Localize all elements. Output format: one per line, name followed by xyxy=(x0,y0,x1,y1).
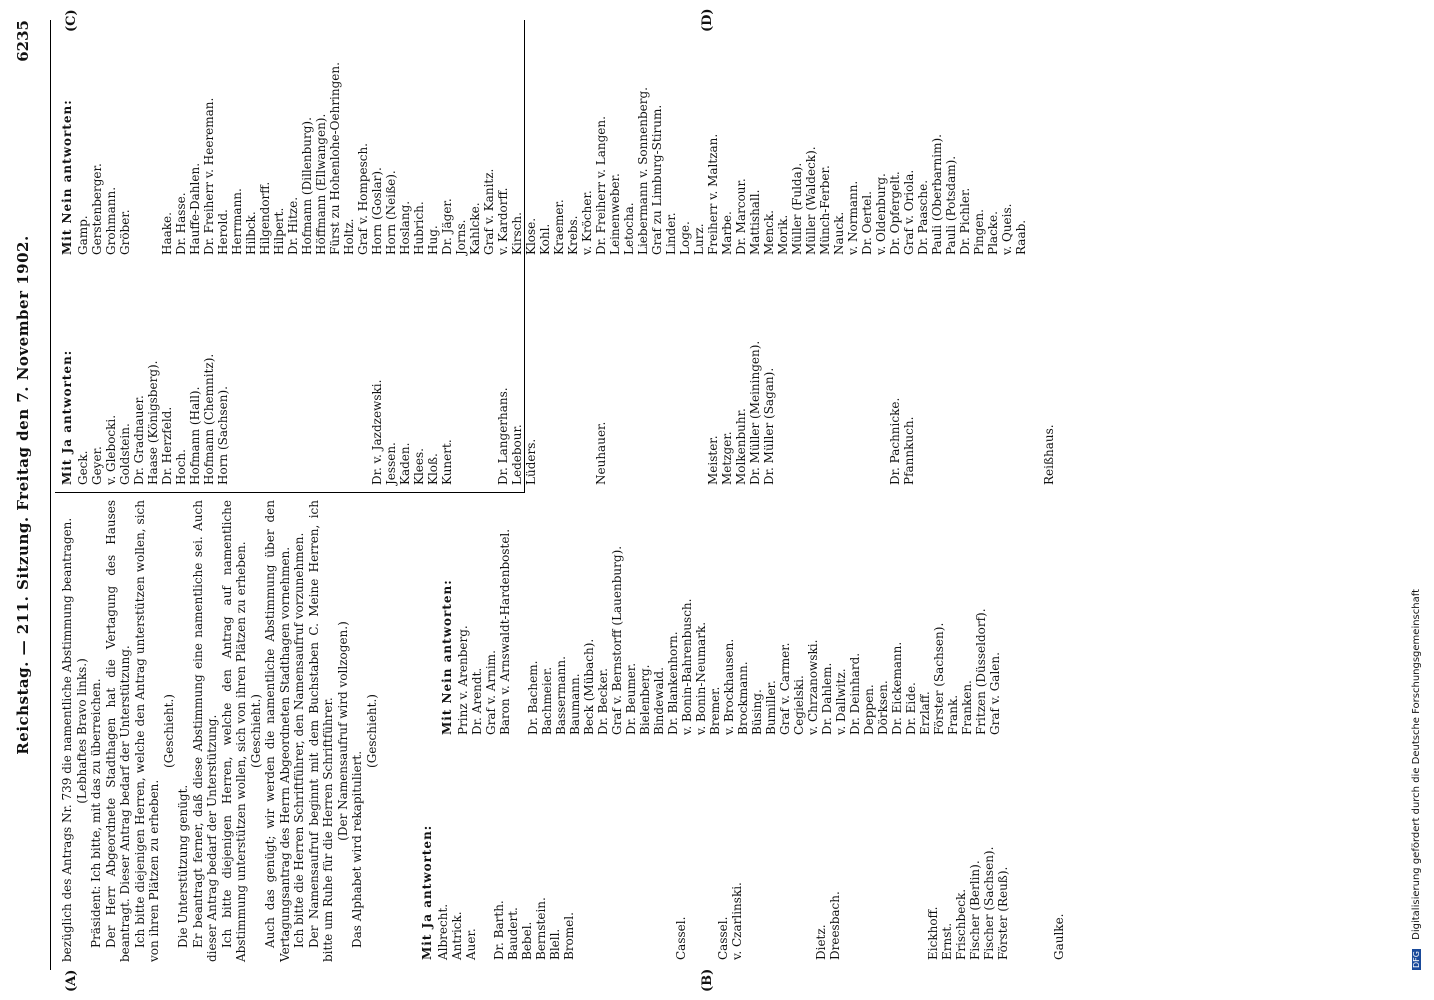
member-name xyxy=(842,740,856,960)
member-name xyxy=(608,265,622,485)
member-name: Cegielski. xyxy=(792,675,806,735)
remark: (Geschieht.) xyxy=(161,694,176,768)
member-name: Horn (Neiße). xyxy=(384,170,398,255)
member-name xyxy=(678,265,692,485)
member-name xyxy=(328,265,342,485)
member-name: Dr. Dahlem. xyxy=(820,662,834,735)
member-name xyxy=(478,740,492,960)
member-name: Ernst. xyxy=(940,922,954,960)
member-name: Jorns. xyxy=(454,219,468,255)
paragraph: Der Namensaufruf beginnt mit dem Buchstaben C. Meine Herren, ich bitte um Ruhe für die Herren Schriftführer. xyxy=(306,500,335,962)
member-name: Dr. Pachnicke. xyxy=(888,397,902,485)
member-name: Dr. Herzfeld. xyxy=(160,406,174,485)
member-name: Gaulke. xyxy=(1052,913,1066,960)
ja-heading: Mit Ja antworten: xyxy=(60,349,74,485)
member-name: Dr. Deinhard. xyxy=(848,652,862,735)
member-name xyxy=(800,740,814,960)
member-name: Mattishall. xyxy=(748,189,762,255)
member-name xyxy=(758,740,772,960)
member-name: Graf v. Bernstorff (Lauenburg). xyxy=(610,545,624,735)
member-name xyxy=(314,265,328,485)
member-name: Dr. Hasse. xyxy=(174,192,188,255)
member-name: Loge. xyxy=(678,221,692,255)
member-name: Geyer. xyxy=(90,446,104,485)
member-name: Dr. Pichler. xyxy=(958,187,972,255)
member-name: Förster (Reuß). xyxy=(996,866,1010,960)
member-name: Albrecht. xyxy=(436,903,450,960)
member-name: Dr. Eide. xyxy=(904,682,918,735)
member-name xyxy=(832,265,846,485)
member-name xyxy=(944,265,958,485)
member-name: Fischer (Berlin). xyxy=(968,860,982,960)
member-name: Dr. Blankenhorn. xyxy=(666,631,680,735)
member-name: Hug. xyxy=(426,225,440,255)
member-name: Graf v. Arnim. xyxy=(484,650,498,735)
member-name xyxy=(230,265,244,485)
member-name: Hoslang. xyxy=(398,200,412,255)
paragraph: Präsident: Ich bitte, mit das zu überreichen. xyxy=(89,678,103,948)
member-name: Bindewald. xyxy=(652,667,666,735)
member-name: Büsing. xyxy=(750,689,764,735)
member-name: Leinenweber. xyxy=(608,173,622,255)
member-name: v. Normann. xyxy=(846,180,860,255)
member-name: Dr. Jäger. xyxy=(440,198,454,255)
member-name xyxy=(912,740,926,960)
member-name: Bachmeier. xyxy=(540,666,554,735)
nein-heading: Mit Nein antworten: xyxy=(60,99,74,255)
member-name xyxy=(272,265,286,485)
member-name: Fischer (Sachsen). xyxy=(982,846,996,960)
member-name: Holtz. xyxy=(342,218,356,255)
member-name xyxy=(552,265,566,485)
member-name: Hubrich. xyxy=(412,201,426,255)
member-name: Freiherr v. Maltzan. xyxy=(706,133,720,255)
member-name xyxy=(846,265,860,485)
footer xyxy=(1411,20,1422,970)
member-name: Dr. Bachem. xyxy=(526,660,540,735)
nein-list-right xyxy=(60,20,1028,255)
member-name: Haase (Königsberg). xyxy=(146,360,160,485)
member-name: Kraemer. xyxy=(552,199,566,255)
member-name xyxy=(1028,265,1042,485)
member-name: Dr. Müller (Sagan). xyxy=(762,367,776,485)
member-name: Hilpert. xyxy=(272,207,286,255)
member-name xyxy=(772,740,786,960)
member-name xyxy=(972,265,986,485)
member-name xyxy=(636,265,650,485)
member-name xyxy=(786,740,800,960)
member-name xyxy=(580,265,594,485)
member-name: Deppen. xyxy=(862,684,876,735)
member-name: Gröber. xyxy=(118,209,132,255)
member-name: Dr. Opfergelt. xyxy=(888,171,902,255)
member-name: Dr. Hitze. xyxy=(286,196,300,255)
member-name: Pauli (Oberbarnim). xyxy=(930,134,944,255)
member-name: Dr. Eickemann. xyxy=(890,641,904,735)
ja-list-right xyxy=(60,265,1056,485)
member-name xyxy=(468,265,482,485)
member-name: Letocha. xyxy=(622,202,636,255)
paragraph: Der Herr Abgeordnete Stadthagen hat die Vertagung des Hauses beantragt. Dieser Antrag bedarf der Unterstützung. xyxy=(103,500,132,962)
member-name xyxy=(898,740,912,960)
member-name: Meister. xyxy=(706,435,720,485)
member-name: Dr. v. Jazdzewski. xyxy=(370,379,384,485)
margin-marker-d: (D) xyxy=(700,8,715,32)
member-name xyxy=(874,265,888,485)
member-name xyxy=(604,740,618,960)
member-name: Antrick. xyxy=(450,911,464,960)
member-name: Hoch. xyxy=(174,449,188,485)
dfg-logo: DFG xyxy=(1412,951,1421,968)
member-name xyxy=(916,265,930,485)
member-name xyxy=(300,265,314,485)
margin-marker-a: (A) xyxy=(64,969,79,992)
member-name: Hauffe-Dahlen. xyxy=(188,162,202,255)
member-name: v. Dallwitz. xyxy=(834,668,848,735)
member-name: Bielenberg. xyxy=(638,664,652,735)
member-name: Dr. Barth. xyxy=(492,900,506,960)
member-name: Erzlaff. xyxy=(918,691,932,735)
member-name xyxy=(576,740,590,960)
member-name xyxy=(744,740,758,960)
member-name: Hofmann (Chemnitz). xyxy=(202,353,216,485)
member-name xyxy=(632,740,646,960)
member-name xyxy=(538,265,552,485)
member-name xyxy=(566,265,580,485)
remark: (Lebhaftes Bravo links.) xyxy=(74,658,89,804)
member-name: Bumiller. xyxy=(764,680,778,735)
member-name: Placke. xyxy=(986,211,1000,255)
member-name: Molkenbuhr. xyxy=(734,408,748,485)
member-name: Bernstein. xyxy=(534,897,548,960)
member-name: Ledebour. xyxy=(510,424,524,485)
paragraph: bezüglich des Antrags Nr. 739 die namentliche Abstimmung beantragen. xyxy=(60,517,74,962)
paragraph: Ich bitte diejenigen Herren, welche den Antrag auf namentliche Abstimmung unterstützen wollen, sich von ihren Plätzen zu erheben. xyxy=(219,500,248,962)
member-name: Blell. xyxy=(548,928,562,960)
member-name xyxy=(590,740,604,960)
member-name: Cassel. xyxy=(716,916,730,960)
ja-list-left xyxy=(420,740,1066,960)
margin-marker-c: (C) xyxy=(64,9,79,32)
member-name: Baudert. xyxy=(506,907,520,960)
member-name xyxy=(244,265,258,485)
header-title: Reichstag. — 211. Sitzung. Freitag den 7. November 1902. xyxy=(14,235,32,755)
member-name xyxy=(692,265,706,485)
member-name: Kaden. xyxy=(398,442,412,485)
member-name xyxy=(1038,740,1052,960)
member-name xyxy=(454,265,468,485)
member-name: Menck. xyxy=(762,210,776,255)
member-name: Fürst zu Hohenlohe-Oehringen. xyxy=(328,62,342,255)
member-name: Förster (Sachsen). xyxy=(932,622,946,735)
member-name xyxy=(1024,740,1038,960)
member-name: Horn (Sachsen). xyxy=(216,386,230,485)
member-name: Pauli (Potsdam). xyxy=(944,155,958,255)
member-name: Kahlcke. xyxy=(468,202,482,255)
member-name: Marbe. xyxy=(720,211,734,255)
member-name: Geck. xyxy=(76,450,90,485)
member-name: Dietz. xyxy=(814,924,828,960)
member-name: v. Kröcher. xyxy=(580,190,594,255)
member-name: Dr. Freiherr v. Heereman. xyxy=(202,97,216,255)
member-name: Dr. Arendt. xyxy=(470,667,484,735)
member-name: Prinz v. Arenberg. xyxy=(456,625,470,735)
member-name xyxy=(818,265,832,485)
member-name: Liebermann v. Sonnenberg. xyxy=(636,87,650,255)
member-name: Neuhauer. xyxy=(594,421,608,485)
member-name: Dr. Gradnauer. xyxy=(132,395,146,485)
member-name: Grohmann. xyxy=(104,186,118,255)
member-name xyxy=(146,20,160,255)
member-name: Dr. Beumer. xyxy=(624,662,638,735)
member-name: Dr. Paasche. xyxy=(916,179,930,255)
member-name: Müller (Fulda). xyxy=(790,162,804,255)
member-name: Klees. xyxy=(412,448,426,485)
member-name: Bebel. xyxy=(520,921,534,960)
member-name: Graf v. Kanitz. xyxy=(482,168,496,255)
member-name xyxy=(1010,740,1024,960)
member-name: Jessen. xyxy=(384,442,398,485)
member-name: Bremer. xyxy=(708,686,722,735)
member-name xyxy=(660,740,674,960)
member-name xyxy=(342,265,356,485)
member-name: Müller (Waldeck). xyxy=(804,146,818,255)
margin-marker-b: (B) xyxy=(700,968,715,992)
member-name: Beck (Mübach). xyxy=(582,638,596,735)
member-name: Horn (Goslar). xyxy=(370,167,384,255)
member-name: v. Brockhausen. xyxy=(722,638,736,735)
member-name: Reißhaus. xyxy=(1042,424,1056,485)
member-name: v. Queis. xyxy=(1000,203,1014,255)
member-name: v. Czarlinski. xyxy=(730,882,744,960)
member-name xyxy=(860,265,874,485)
member-name: Klose. xyxy=(524,217,538,255)
member-name xyxy=(1014,265,1028,485)
member-name xyxy=(930,265,944,485)
member-name xyxy=(622,265,636,485)
member-name: Hofmann (Dillenburg). xyxy=(300,117,314,255)
member-name: Münch-Ferber. xyxy=(818,165,832,255)
page-header xyxy=(8,20,48,970)
member-name xyxy=(804,265,818,485)
member-name: Bromel. xyxy=(562,912,576,960)
member-name: Dr. Freiherr v. Langen. xyxy=(594,116,608,255)
member-name: Herold. xyxy=(216,209,230,255)
paragraph: Ich bitte die Herren Schriftführer, den Namensaufruf vorzunehmen. xyxy=(292,532,306,948)
proceedings-text xyxy=(60,500,379,962)
member-name: Frischbeck. xyxy=(954,888,968,960)
member-name: Frank. xyxy=(946,694,960,735)
member-name: Eickhoff. xyxy=(926,906,940,960)
member-name xyxy=(512,495,526,735)
member-name: Baron v. Arnswaldt-Hardenbostel. xyxy=(498,528,512,735)
footer-text: Digitalisierung gefördert durch die Deutsche Forschungsgemeinschaft xyxy=(1411,589,1422,940)
member-name: Graf zu Limburg-Stirum. xyxy=(650,104,664,255)
member-name: v. Glebocki. xyxy=(104,414,118,485)
member-name: Dr. Müller (Meiningen). xyxy=(748,340,762,485)
paragraph: Er beantragt ferner, daß diese Abstimmung eine namentliche sei. Auch dieser Antrag bedarf der Unterstützung. xyxy=(190,500,219,962)
member-name: v. Chrzanowski. xyxy=(806,639,820,735)
paragraph: Auch das genügt; wir werden die namentliche Abstimmung über den Vertagungsantrag des Herrn Abgeordneten Stadthagen vornehmen. xyxy=(263,500,292,962)
member-name: Morik. xyxy=(776,214,790,255)
member-name xyxy=(884,740,898,960)
member-name: Dr. Marcour. xyxy=(734,178,748,255)
member-name xyxy=(664,265,678,485)
remark: (Der Namensaufruf wird vollzogen.) xyxy=(335,621,350,841)
member-name: v. Bonin-Bahrenbusch. xyxy=(680,598,694,735)
member-name xyxy=(286,265,300,485)
member-name xyxy=(482,265,496,485)
member-name: Gamp. xyxy=(76,215,90,255)
ja-heading: Mit Ja antworten: xyxy=(420,824,434,960)
member-name: Kloß. xyxy=(426,453,440,485)
remark: (Geschieht.) xyxy=(364,694,379,768)
member-name xyxy=(856,740,870,960)
member-name: Graf v. Hompesch. xyxy=(356,143,370,255)
member-name: Auer. xyxy=(464,928,478,960)
member-name: Pingen. xyxy=(972,209,986,255)
member-name: Dörksen. xyxy=(876,680,890,735)
member-name xyxy=(958,265,972,485)
paragraph: Das Alphabet wird rekapituliert. xyxy=(350,750,364,948)
member-name: Graf v. Carmer. xyxy=(778,642,792,735)
member-name: Cassel. xyxy=(674,916,688,960)
member-name: Bassermann. xyxy=(554,656,568,735)
member-name: Raab. xyxy=(1014,219,1028,255)
member-name: Krebs. xyxy=(566,215,580,255)
member-name: Graf v. Galen. xyxy=(988,652,1002,735)
member-name: Dr. Becker. xyxy=(596,668,610,735)
page-number: 6235 xyxy=(14,20,32,62)
member-name: Hilbck. xyxy=(244,211,258,255)
member-name: Goldstein. xyxy=(118,423,132,485)
member-name: Kirsch. xyxy=(510,212,524,255)
member-name xyxy=(776,265,790,485)
member-name: Höffmann (Ellwangen). xyxy=(314,113,328,255)
member-name: Kohl. xyxy=(538,223,552,255)
member-name: Baumann. xyxy=(568,673,582,735)
member-name: Linder. xyxy=(664,212,678,255)
member-name: Brockmann. xyxy=(736,661,750,735)
member-name xyxy=(132,20,146,255)
member-name: v. Kardorff. xyxy=(496,187,510,255)
member-name: Hofmann (Hall). xyxy=(188,386,202,485)
member-name xyxy=(702,740,716,960)
member-name: Kunert. xyxy=(440,439,454,485)
member-name: Lüders. xyxy=(524,438,538,485)
column-divider xyxy=(55,492,525,493)
member-name xyxy=(258,265,272,485)
member-name: Dr. Oertel. xyxy=(860,191,874,255)
member-name: Fritzen (Düsseldorf). xyxy=(974,608,988,735)
member-name xyxy=(650,265,664,485)
member-name xyxy=(646,740,660,960)
member-name: Nauck. xyxy=(832,211,846,255)
member-name: Herrmann. xyxy=(230,188,244,255)
paragraph: Ich bitte diejenigen Herren, welche den Antrag unterstützen wollen, sich von ihren Plätzen zu erheben. xyxy=(132,500,161,962)
nein-heading: Mit Nein antworten: xyxy=(440,579,454,735)
member-name: Franken. xyxy=(960,680,974,735)
member-name: Metzger. xyxy=(720,431,734,485)
member-name xyxy=(1000,265,1014,485)
member-name xyxy=(870,740,884,960)
member-name: Pfannkuch. xyxy=(902,416,916,485)
member-name: Hilgendorff. xyxy=(258,181,272,255)
remark: (Geschieht.) xyxy=(248,694,263,768)
member-name: Haake. xyxy=(160,212,174,255)
nein-list-left xyxy=(440,495,1002,735)
member-name: Dr. Langerhans. xyxy=(496,387,510,485)
member-name: Graf v. Oriola. xyxy=(902,169,916,255)
member-name: v. Bonin-Neumark. xyxy=(694,621,708,735)
member-name: Lurz. xyxy=(692,223,706,255)
member-name xyxy=(790,265,804,485)
member-name: v. Oldenburg. xyxy=(874,173,888,255)
paragraph: Die Unterstützung genügt. xyxy=(176,784,190,948)
member-name xyxy=(986,265,1000,485)
header-rule xyxy=(50,20,51,970)
member-name xyxy=(688,740,702,960)
member-name xyxy=(618,740,632,960)
member-name: Gerstenberger. xyxy=(90,163,104,255)
member-name: Dreesbach. xyxy=(828,891,842,960)
member-name xyxy=(356,265,370,485)
